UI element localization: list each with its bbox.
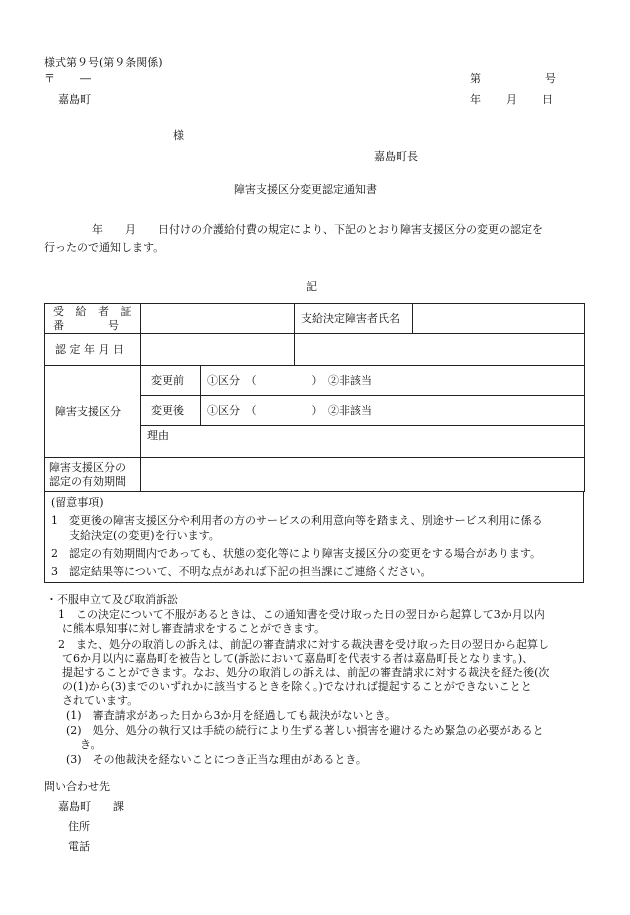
appeal-item-2-line1: (2) 処分、処分の執行又は手続の続行により生ずる著しい損害を避けるため緊急の必要があると — [66, 724, 544, 737]
notes-box — [44, 491, 584, 583]
appeal-2-line4: の(1)から(3)までのいずれかに該当するときを除く。)でなければ提起することができないことと — [62, 680, 532, 693]
note-3: 3 認定結果等について、不明な点があれば下記の担当課にご連絡ください。 — [51, 565, 432, 578]
appeal-1-line2: に熊本県知事に対し審査請求をすることができます。 — [62, 622, 326, 635]
after-change-options: ①区分 （ ） ②非該当 — [201, 396, 585, 426]
recipient-number-label-line2: 番 号 — [53, 318, 119, 332]
notes-heading: (留意事項) — [51, 496, 104, 509]
recipient-number-value — [141, 304, 295, 334]
support-category-label: 障害支援区分 — [45, 366, 141, 458]
certification-date-label: 認 定 年 月 日 — [45, 334, 141, 366]
intro-line-1: 年 月 日付けの介護給付費の規定により、下記のとおり障害支援区分の変更の認定を — [92, 223, 543, 236]
appeal-2-line2: て6か月以内に嘉島町を被告として(訴訟において嘉島町を代表する者は嘉島町長となります。)、 — [62, 652, 534, 665]
addressee-suffix: 様 — [173, 129, 184, 142]
postal-mark: 〒 — [44, 72, 55, 85]
intro-line-2: 行ったので通知します。 — [44, 241, 165, 254]
contact-department: 嘉島町 課 — [58, 800, 124, 813]
validity-period-label — [45, 458, 141, 492]
validity-period-value — [141, 458, 585, 492]
note-1-cont: 支給決定(の変更)を行います。 — [69, 529, 220, 542]
contact-heading: 問い合わせ先 — [44, 780, 110, 793]
doc-number-prefix: 第 — [470, 72, 481, 85]
appeal-item-3: (3) その他裁決を経ないことにつき正当な理由があるとき。 — [66, 753, 367, 766]
postal-dash: ― — [80, 72, 91, 85]
validity-period-label-line2: 認定の有効期間 — [49, 474, 126, 488]
recipient-number-label — [45, 304, 141, 334]
appeal-item-1: (1) 審査請求があった日から3か月を経過しても裁決がないとき。 — [66, 709, 397, 722]
date-day: 日 — [542, 93, 553, 106]
certification-date-value — [141, 334, 295, 366]
addressee-town: 嘉島町 — [58, 93, 91, 106]
appeal-2-line3: 提起することができます。なお、処分の取消しの訴えは、前記の審査請求に対する裁決を経た後(次 — [62, 666, 550, 679]
validity-period-label-line1: 障害支援区分の — [49, 460, 126, 474]
sender: 嘉島町長 — [374, 150, 418, 163]
ki-heading: 記 — [306, 280, 317, 293]
certification-table — [44, 303, 585, 492]
before-change-options: ①区分 （ ） ②非該当 — [201, 366, 585, 396]
decided-person-value — [413, 304, 585, 334]
appeal-heading: ・不服申立て及び取消訴訟 — [46, 593, 178, 606]
contact-phone-label: 電話 — [68, 840, 90, 853]
certification-date-blank — [295, 334, 585, 366]
appeal-2-line5: されています。 — [62, 694, 139, 707]
reason-label: 理由 — [147, 429, 169, 442]
form-number: 様式第９号(第９条関係) — [44, 56, 163, 69]
note-1: 1 変更後の障害支援区分や利用者の方のサービスの利用意向等を踏まえ、別途サービス利用に係る — [51, 514, 543, 527]
contact-address-label: 住所 — [68, 820, 90, 833]
recipient-number-label-line1: 受 給 者 証 — [53, 304, 136, 318]
before-change-label: 変更前 — [141, 366, 201, 396]
note-2: 2 認定の有効期間内であっても、状態の変化等により障害支援区分の変更をする場合があります。 — [51, 547, 542, 560]
appeal-2-line1: 2 また、処分の取消しの訴えは、前記の審査請求に対する裁決書を受け取った日の翌日から起算し — [58, 638, 549, 651]
appeal-item-2-line2: き。 — [80, 738, 102, 751]
date-year: 年 — [470, 93, 481, 106]
date-month: 月 — [506, 93, 517, 106]
decided-person-label: 支給決定障害者氏名 — [295, 304, 413, 334]
reason-cell — [141, 426, 585, 458]
after-change-label: 変更後 — [141, 396, 201, 426]
document-title: 障害支援区分変更認定通知書 — [234, 183, 377, 196]
appeal-1-line1: 1 この決定について不服があるときは、この通知書を受け取った日の翌日から起算して3か月以内 — [58, 608, 545, 621]
doc-number-suffix: 号 — [545, 72, 556, 85]
